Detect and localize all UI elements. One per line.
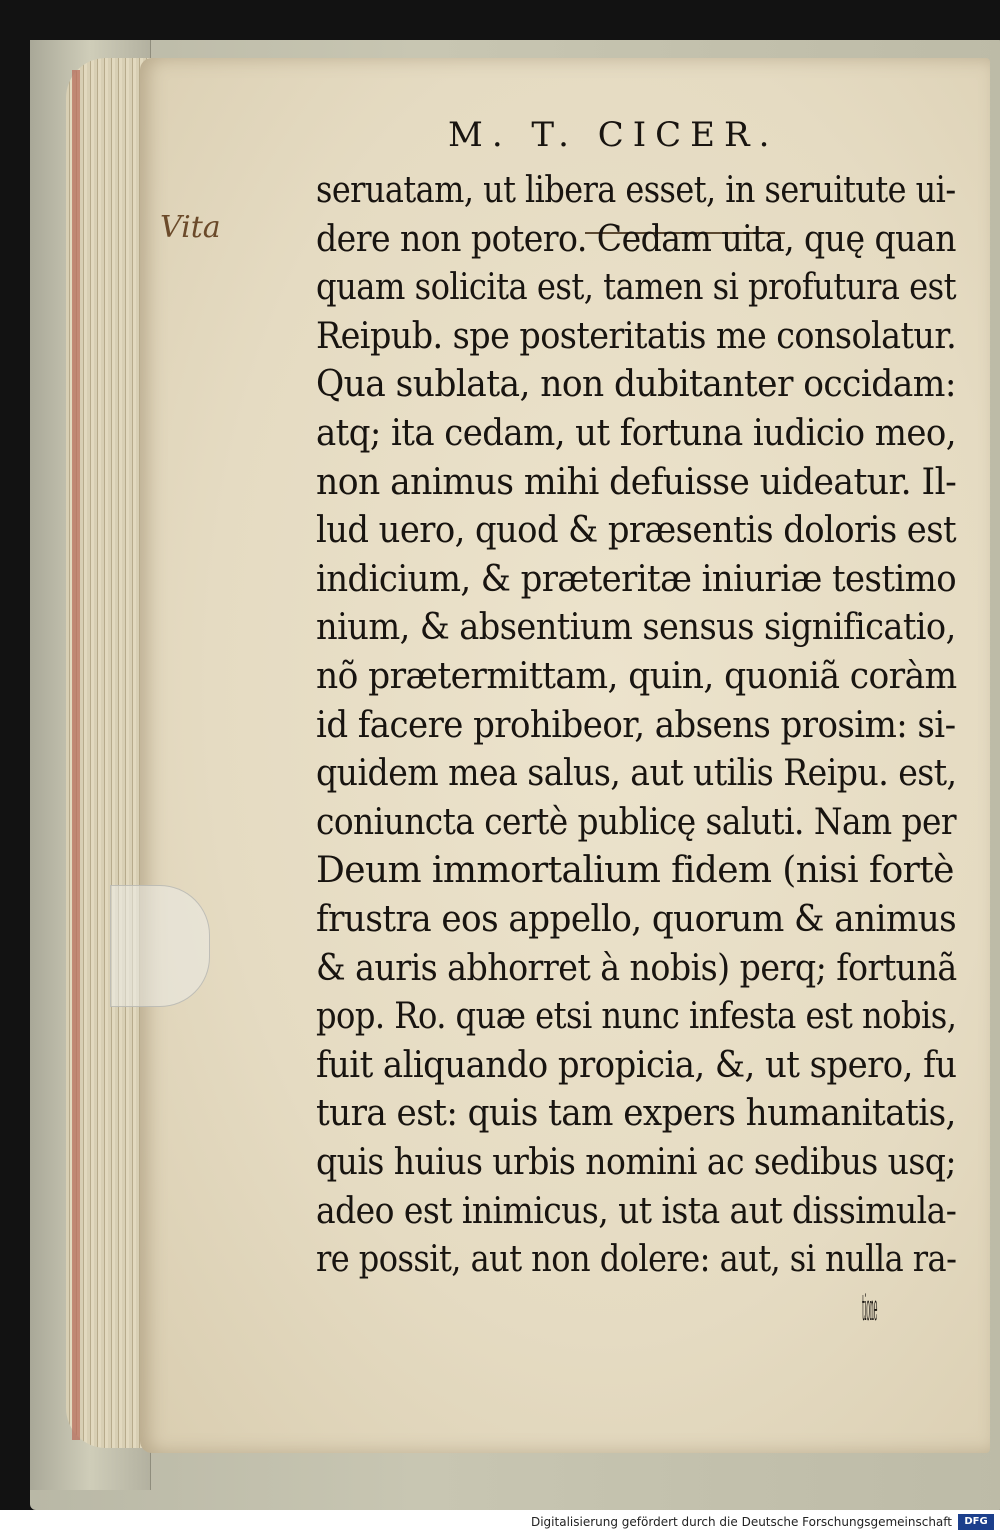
text-line: nõ prætermittam, quin, quoniã coràm [316, 656, 957, 697]
dfg-logo: DFG [958, 1514, 994, 1530]
text-line: Reipub. spe posteritatis me consolatur. [316, 315, 957, 357]
text-line: dere non potero. Cedam uita, quę quan [316, 218, 956, 260]
text-line: quidem mea salus, aut utilis Reipu. est, [316, 753, 957, 795]
text-line: atq; ita cedam, ut fortuna iudicio meo, [316, 413, 957, 454]
text-line: adeo est inimicus, ut ista aut dissimula- [316, 1190, 957, 1232]
text-line: seruatam, ut libera esset, in seruitute ui- [316, 170, 956, 211]
text-line: id facere prohibeor, absens prosim: si- [316, 704, 956, 746]
plastic-clip [110, 885, 210, 1007]
text-line: nium, & absentium sensus significatio, [316, 607, 956, 649]
text-line: frustra eos appello, quorum & animus [316, 899, 957, 940]
text-line: indicium, & præteritæ iniuriæ testimo [316, 558, 957, 600]
red-page-edge [72, 70, 80, 1440]
text-line: & auris abhorret à nobis) perq; fortunã [316, 947, 957, 989]
text-line: re possit, aut non dolere: aut, si nulla ra- [316, 1239, 957, 1281]
text-line: lud uero, quod & præsentis doloris est [316, 510, 956, 552]
text-line: non animus mihi defuisse uideatur. Il- [316, 461, 957, 503]
text-line: Deum immortalium fidem (nisi fortè [316, 850, 954, 892]
text-line: pop. Ro. quæ etsi nunc infesta est nobis, [316, 996, 957, 1038]
text-line: quis huius urbis nomini ac sedibus usq; [316, 1142, 957, 1183]
margin-note: Vita [160, 210, 221, 245]
text-line: Qua sublata, non dubitanter occidam: [316, 364, 956, 406]
running-header: M. T. CICER. [448, 115, 779, 155]
text-line: tione [862, 1287, 878, 1329]
text-line: fuit aliquando propicia, &, ut spero, fu [316, 1044, 957, 1086]
text-line: tura est: quis tam expers humanitatis, [316, 1093, 956, 1135]
text-line: coniuncta certè publicę saluti. Nam per [316, 801, 957, 843]
footer-credit: Digitalisierung gefördert durch die Deutsche Forschungsgemeinschaft [530, 1515, 952, 1529]
text-line: quam solicita est, tamen si profutura est [316, 267, 957, 309]
